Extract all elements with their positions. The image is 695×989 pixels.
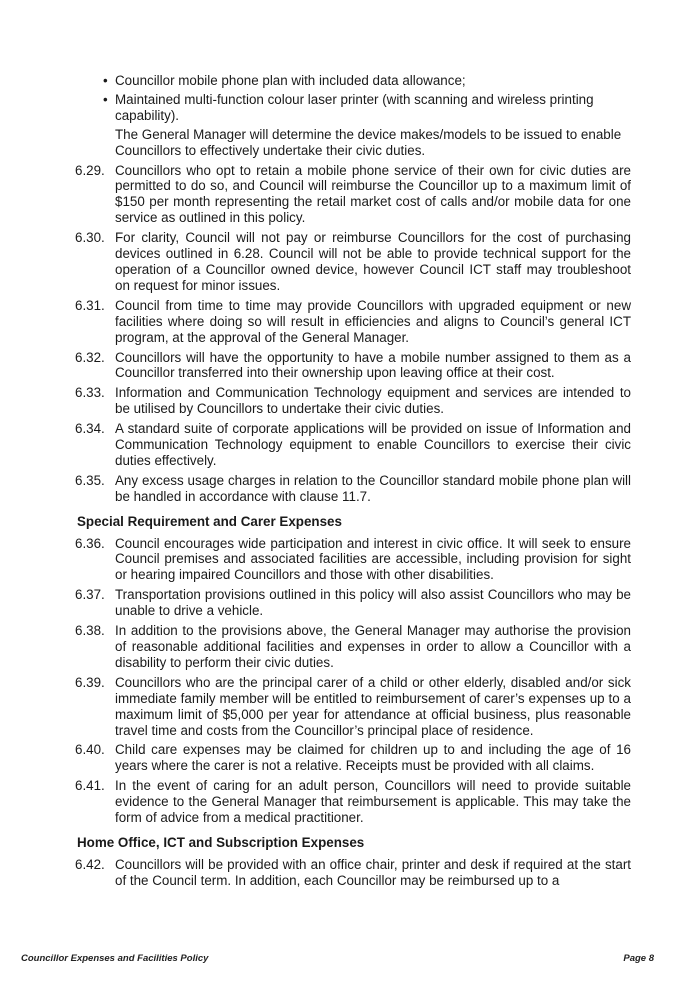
footer-page-number: Page 8 <box>623 953 654 964</box>
clause-text: For clarity, Council will not pay or reimburse Councillors for the cost of purchasing devices outlined in 6.28. Council will not be able to provide technical support for the operation of a Councillor owned device, however Council ICT staff may troubleshoot on request for minor issues. <box>115 230 631 293</box>
section-heading: Home Office, ICT and Subscription Expenses <box>77 834 365 850</box>
clause-text: In addition to the provisions above, the General Manager may authorise the provision of reasonable additional facilities and expenses in order to allow a Councillor with a disability to perform their civic duties. <box>115 623 631 670</box>
clause-number: 6.40. <box>75 742 105 758</box>
clause-number: 6.36. <box>75 535 105 551</box>
intro-paragraph: The General Manager will determine the device makes/models to be issued to enable Councillors to effectively undertake their civic duties. <box>115 126 622 158</box>
clause-text: Child care expenses may be claimed for children up to and including the age of 16 years where the carer is not a relative. Receipts must be provided with all claims. <box>115 742 631 774</box>
clause-text: Information and Communication Technology equipment and services are intended to be utilised by Councillors to undertake their civic duties. <box>115 385 631 417</box>
clause-number: 6.39. <box>75 674 105 690</box>
clause-number: 6.29. <box>75 162 105 178</box>
bullet-item <box>75 92 631 124</box>
clause-6-35 <box>75 473 631 505</box>
clause-text: Transportation provisions outlined in this policy will also assist Councillors who may be unable to drive a vehicle. <box>115 587 631 619</box>
footer-document-title: Councillor Expenses and Facilities Policy <box>21 953 209 964</box>
clause-6-31 <box>75 298 631 346</box>
clause-6-36 <box>75 536 631 584</box>
clause-text: In the event of caring for an adult person, Councillors will need to provide suitable evidence to the General Manager that reimbursement is applicable. This may take the form of advice from a medical practitioner. <box>115 778 631 826</box>
section-heading: Special Requirement and Carer Expenses <box>77 513 342 529</box>
bullet-item <box>75 73 631 89</box>
clause-number: 6.42. <box>75 856 105 872</box>
bullet-dot: • <box>103 73 108 88</box>
clause-text: Councillors will be provided with an office chair, printer and desk if required at the start of the Council term. In addition, each Councillor may be reimbursed up to a <box>115 856 631 888</box>
clause-6-37 <box>75 587 631 619</box>
clause-6-34 <box>75 421 631 469</box>
page-body <box>75 73 631 893</box>
clause-6-38 <box>75 623 631 671</box>
clause-number: 6.35. <box>75 472 105 488</box>
clause-number: 6.33. <box>75 385 105 401</box>
clause-6-40 <box>75 742 631 774</box>
clause-number: 6.34. <box>75 421 105 437</box>
clause-6-33 <box>75 385 631 417</box>
clause-text: Councillors who are the principal carer of a child or other elderly, disabled and/or sick immediate family member will be entitled to reimbursement of carer’s expenses up to a maximum limit of $5,000 per year for attendance at official business, plus reasonable travel time and costs from the Councillor’s principal place of residence. <box>115 674 631 738</box>
clause-text: Councillors will have the opportunity to have a mobile number assigned to them as a Councillor transferred into their ownership upon leaving office at their cost. <box>115 349 631 381</box>
clause-number: 6.37. <box>75 587 105 603</box>
clause-text: A standard suite of corporate applications will be provided on issue of Information and Communication Technology equipment to enable Councillors to exercise their civic duties effectively. <box>115 421 631 468</box>
clause-number: 6.31. <box>75 297 105 313</box>
clause-6-42 <box>75 857 631 889</box>
clause-6-29 <box>75 163 631 227</box>
clause-number: 6.38. <box>75 623 105 639</box>
clause-6-39 <box>75 675 631 739</box>
clause-6-41 <box>75 778 631 826</box>
clause-text: Any excess usage charges in relation to the Councillor standard mobile phone plan will be handled in accordance with clause 11.7. <box>115 472 631 504</box>
clause-number: 6.32. <box>75 349 105 365</box>
clause-text: Council from time to time may provide Councillors with upgraded equipment or new facilities where doing so will result in efficiencies and aligns to Council’s general ICT program, at the approval of the General Manager. <box>115 297 631 345</box>
clause-number: 6.30. <box>75 230 105 246</box>
clause-6-30 <box>75 230 631 294</box>
bullet-text: Maintained multi-function colour laser printer (with scanning and wireless printing capability). <box>115 91 594 123</box>
clause-number: 6.41. <box>75 778 105 794</box>
bullet-dot: • <box>103 91 108 107</box>
clause-text: Council encourages wide participation and interest in civic office. It will seek to ensure Council premises and associated facilities are accessible, including provision for sight or hearing impaired Councillors and those with other disabilities. <box>115 535 631 583</box>
clause-6-32 <box>75 350 631 382</box>
clause-text: Councillors who opt to retain a mobile phone service of their own for civic duties are permitted to do so, and Council will reimburse the Councillor up to a maximum limit of $150 per month representing the retail market cost of calls and/or mobile data for one service as outlined in this policy. <box>115 162 631 226</box>
bullet-text: Councillor mobile phone plan with included data allowance; <box>115 73 466 88</box>
